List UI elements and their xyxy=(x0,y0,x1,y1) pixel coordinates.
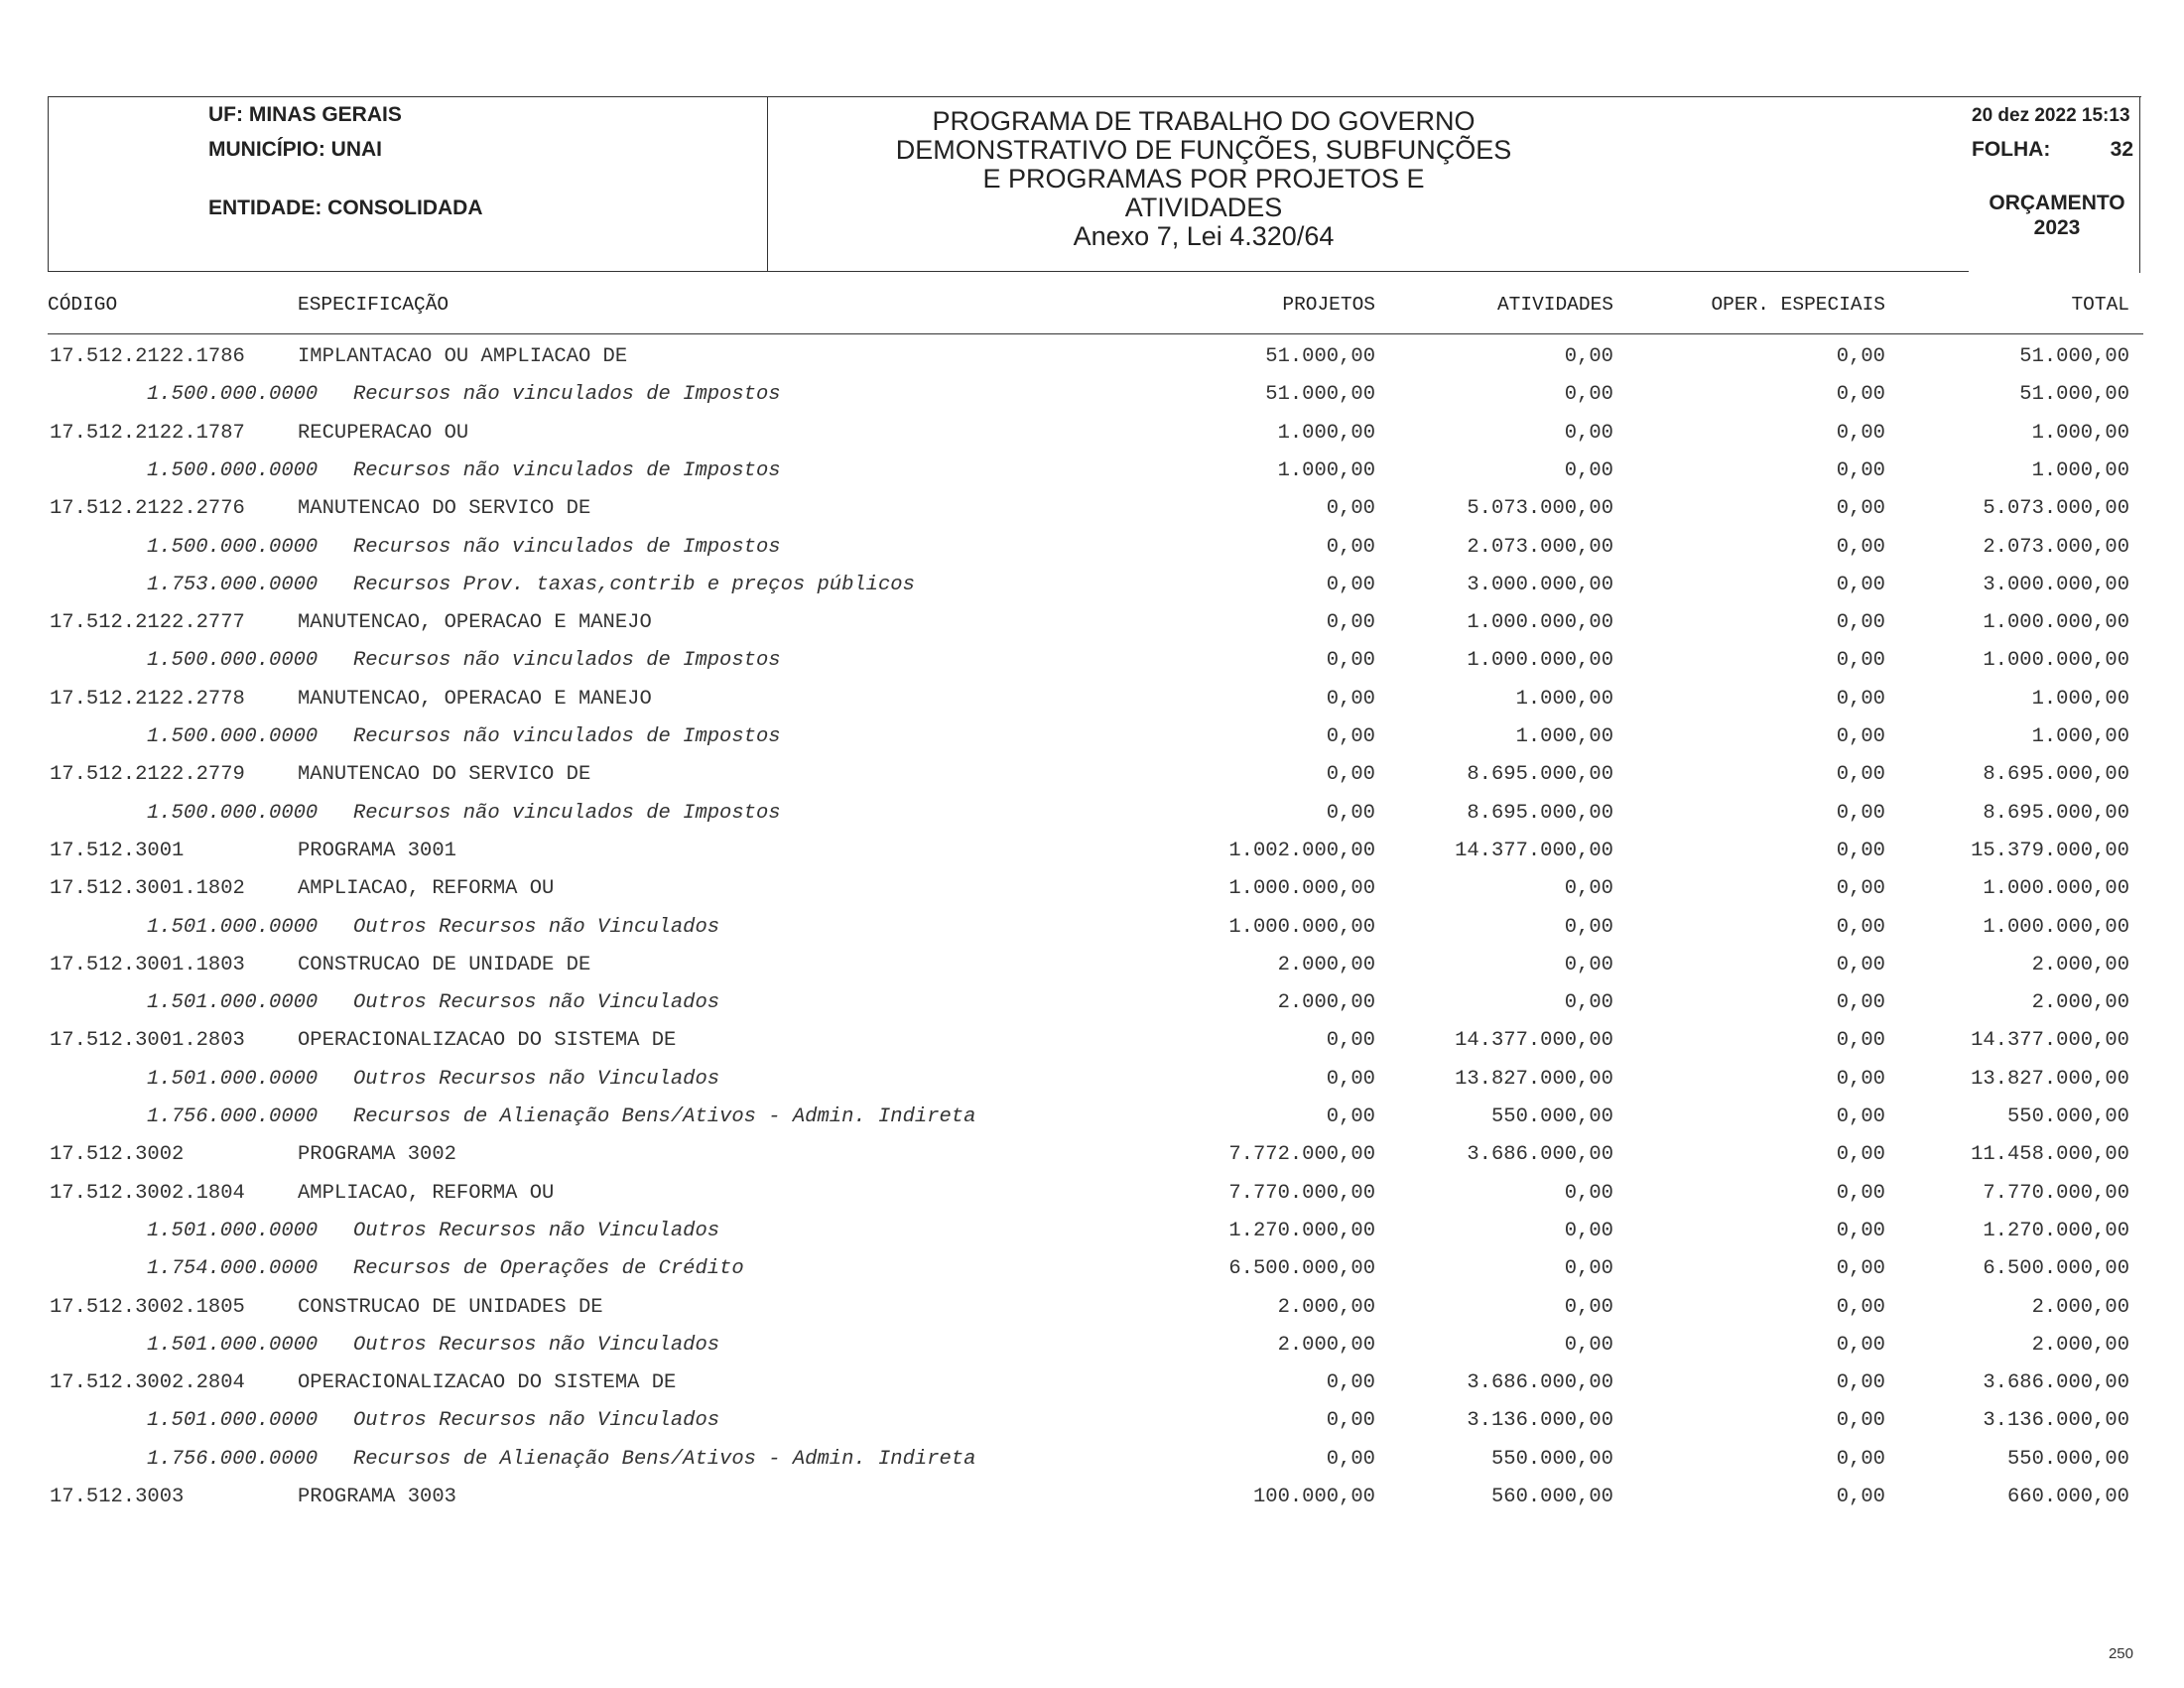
col-header-especificacao: ESPECIFICAÇÃO xyxy=(298,294,450,316)
cell-codigo: 17.512.2122.2776 xyxy=(50,497,245,521)
cell-atividades: 0,00 xyxy=(1564,953,1613,976)
cell-projetos: 1.000,00 xyxy=(1277,421,1375,445)
cell-especificacao: Outros Recursos não Vinculados xyxy=(353,1067,720,1091)
cell-atividades: 0,00 xyxy=(1564,877,1613,901)
cell-total: 8.695.000,00 xyxy=(1983,763,2129,787)
cell-oper-especiais: 0,00 xyxy=(1836,801,1885,825)
cell-total: 1.000,00 xyxy=(2031,687,2129,711)
cell-total: 1.270.000,00 xyxy=(1983,1219,2129,1242)
cell-oper-especiais: 0,00 xyxy=(1836,1181,1885,1205)
cell-atividades: 8.695.000,00 xyxy=(1467,801,1613,825)
cell-oper-especiais: 0,00 xyxy=(1836,1486,1885,1508)
cell-total: 8.695.000,00 xyxy=(1983,801,2129,825)
cell-atividades: 550.000,00 xyxy=(1490,1105,1613,1128)
report-datetime: 20 dez 2022 15:13 xyxy=(1972,105,2130,126)
cell-codigo: 1.756.000.0000 xyxy=(147,1105,319,1128)
title-line-5: Anexo 7, Lei 4.320/64 xyxy=(1073,221,1335,251)
cell-total: 1.000.000,00 xyxy=(1983,611,2129,635)
cell-oper-especiais: 0,00 xyxy=(1836,345,1885,368)
table-row xyxy=(0,1479,2184,1516)
table-subrow xyxy=(0,376,2184,414)
cell-projetos: 2.000,00 xyxy=(1277,1333,1375,1357)
cell-total: 1.000.000,00 xyxy=(1983,649,2129,673)
cell-codigo: 17.512.3001.1802 xyxy=(50,877,245,901)
cell-codigo: 17.512.3002.1804 xyxy=(50,1181,245,1205)
cell-total: 1.000,00 xyxy=(2031,421,2129,445)
cell-atividades: 1.000,00 xyxy=(1515,687,1613,711)
cell-atividades: 0,00 xyxy=(1564,383,1613,407)
table-subrow xyxy=(0,1327,2184,1364)
cell-oper-especiais: 0,00 xyxy=(1836,1409,1885,1433)
cell-codigo: 17.512.2122.2778 xyxy=(50,687,245,711)
cell-total: 6.500.000,00 xyxy=(1983,1257,2129,1281)
cell-projetos: 2.000,00 xyxy=(1277,953,1375,976)
cell-codigo: 1.501.000.0000 xyxy=(147,1409,319,1433)
table-subrow xyxy=(0,453,2184,490)
cell-total: 1.000.000,00 xyxy=(1983,915,2129,939)
cell-oper-especiais: 0,00 xyxy=(1836,573,1885,596)
cell-especificacao: OPERACIONALIZACAO DO SISTEMA DE xyxy=(298,1371,677,1395)
cell-especificacao: Outros Recursos não Vinculados xyxy=(353,1333,720,1357)
folha-label: FOLHA: xyxy=(1972,138,2051,161)
table-row xyxy=(0,1136,2184,1174)
cell-oper-especiais: 0,00 xyxy=(1836,497,1885,521)
table-row xyxy=(0,756,2184,794)
cell-oper-especiais: 0,00 xyxy=(1836,535,1885,559)
cell-codigo: 1.500.000.0000 xyxy=(147,801,319,825)
cell-total: 5.073.000,00 xyxy=(1983,497,2129,521)
cell-oper-especiais: 0,00 xyxy=(1836,877,1885,901)
cell-oper-especiais: 0,00 xyxy=(1836,1333,1885,1357)
cell-projetos: 0,00 xyxy=(1326,611,1375,635)
cell-oper-especiais: 0,00 xyxy=(1836,649,1885,673)
cell-total: 2.000,00 xyxy=(2031,1333,2129,1357)
cell-projetos: 0,00 xyxy=(1326,573,1375,596)
cell-projetos: 0,00 xyxy=(1326,1067,1375,1091)
cell-total: 7.770.000,00 xyxy=(1983,1181,2129,1205)
cell-especificacao: Recursos de Operações de Crédito xyxy=(353,1257,744,1281)
col-header-atividades: ATIVIDADES xyxy=(1496,294,1613,316)
municipio-label: MUNICÍPIO: UNAI xyxy=(208,138,382,161)
cell-projetos: 0,00 xyxy=(1326,497,1375,521)
header-bottom-rule xyxy=(48,271,1969,272)
table-subrow xyxy=(0,1402,2184,1440)
cell-total: 11.458.000,00 xyxy=(1971,1143,2129,1167)
cell-oper-especiais: 0,00 xyxy=(1836,687,1885,711)
cell-codigo: 1.754.000.0000 xyxy=(147,1257,319,1281)
cell-codigo: 1.500.000.0000 xyxy=(147,725,319,748)
cell-total: 2.073.000,00 xyxy=(1983,535,2129,559)
title-line-2: DEMONSTRATIVO DE FUNÇÕES, SUBFUNÇÕES xyxy=(895,135,1512,165)
cell-especificacao: MANUTENCAO, OPERACAO E MANEJO xyxy=(298,611,652,635)
cell-codigo: 17.512.3001 xyxy=(50,839,185,862)
cell-codigo: 17.512.3002.1805 xyxy=(50,1295,245,1319)
cell-codigo: 1.500.000.0000 xyxy=(147,535,319,559)
cell-oper-especiais: 0,00 xyxy=(1836,1447,1885,1471)
cell-projetos: 1.002.000,00 xyxy=(1228,839,1375,862)
uf-label: UF: MINAS GERAIS xyxy=(208,103,402,126)
cell-especificacao: MANUTENCAO DO SERVICO DE xyxy=(298,497,591,521)
col-header-oper-especiais: OPER. ESPECIAIS xyxy=(1711,294,1885,316)
table-row xyxy=(0,1022,2184,1060)
table-subrow xyxy=(0,1061,2184,1099)
table-subrow xyxy=(0,718,2184,756)
cell-projetos: 0,00 xyxy=(1326,1409,1375,1433)
report-title xyxy=(767,107,1640,251)
cell-atividades: 0,00 xyxy=(1564,1295,1613,1319)
cell-codigo: 1.501.000.0000 xyxy=(147,915,319,939)
cell-projetos: 6.500.000,00 xyxy=(1228,1257,1375,1281)
cell-especificacao: Recursos não vinculados de Impostos xyxy=(353,725,781,748)
cell-projetos: 0,00 xyxy=(1326,763,1375,787)
cell-oper-especiais: 0,00 xyxy=(1836,458,1885,482)
column-header-rule xyxy=(48,333,2143,334)
cell-especificacao: IMPLANTACAO OU AMPLIACAO DE xyxy=(298,345,628,368)
cell-total: 51.000,00 xyxy=(2019,345,2129,368)
cell-especificacao: PROGRAMA 3003 xyxy=(298,1486,456,1508)
table-subrow xyxy=(0,642,2184,680)
cell-projetos: 7.772.000,00 xyxy=(1228,1143,1375,1167)
cell-especificacao: PROGRAMA 3001 xyxy=(298,839,456,862)
cell-projetos: 0,00 xyxy=(1326,1029,1375,1053)
cell-codigo: 1.501.000.0000 xyxy=(147,1333,319,1357)
cell-codigo: 1.753.000.0000 xyxy=(147,573,319,596)
cell-total: 13.827.000,00 xyxy=(1971,1067,2129,1091)
cell-projetos: 0,00 xyxy=(1326,801,1375,825)
table-subrow xyxy=(0,529,2184,567)
cell-especificacao: PROGRAMA 3002 xyxy=(298,1143,456,1167)
cell-codigo: 17.512.3002 xyxy=(50,1143,185,1167)
cell-projetos: 0,00 xyxy=(1326,535,1375,559)
cell-oper-especiais: 0,00 xyxy=(1836,1105,1885,1128)
cell-oper-especiais: 0,00 xyxy=(1836,611,1885,635)
cell-oper-especiais: 0,00 xyxy=(1836,839,1885,862)
cell-atividades: 560.000,00 xyxy=(1490,1486,1613,1508)
cell-especificacao: Recursos não vinculados de Impostos xyxy=(353,801,781,825)
cell-codigo: 17.512.2122.1787 xyxy=(50,421,245,445)
cell-codigo: 17.512.3003 xyxy=(50,1486,185,1508)
cell-codigo: 1.756.000.0000 xyxy=(147,1447,319,1471)
title-line-4: ATIVIDADES xyxy=(1124,193,1283,222)
cell-atividades: 13.827.000,00 xyxy=(1455,1067,1613,1091)
table-row xyxy=(0,415,2184,453)
cell-atividades: 8.695.000,00 xyxy=(1467,763,1613,787)
cell-codigo: 1.500.000.0000 xyxy=(147,383,319,407)
cell-codigo: 1.500.000.0000 xyxy=(147,649,319,673)
cell-especificacao: Recursos não vinculados de Impostos xyxy=(353,458,781,482)
cell-especificacao: CONSTRUCAO DE UNIDADE DE xyxy=(298,953,591,976)
cell-oper-especiais: 0,00 xyxy=(1836,915,1885,939)
header-right-rule xyxy=(2139,96,2140,273)
cell-especificacao: Recursos não vinculados de Impostos xyxy=(353,535,781,559)
cell-atividades: 0,00 xyxy=(1564,915,1613,939)
cell-especificacao: Outros Recursos não Vinculados xyxy=(353,1219,720,1242)
cell-codigo: 1.501.000.0000 xyxy=(147,1219,319,1242)
cell-codigo: 17.512.2122.2779 xyxy=(50,763,245,787)
cell-projetos: 0,00 xyxy=(1326,1371,1375,1395)
cell-oper-especiais: 0,00 xyxy=(1836,383,1885,407)
cell-total: 660.000,00 xyxy=(2006,1486,2129,1508)
cell-projetos: 2.000,00 xyxy=(1277,991,1375,1015)
table-row xyxy=(0,947,2184,984)
cell-total: 3.136.000,00 xyxy=(1983,1409,2129,1433)
cell-total: 1.000.000,00 xyxy=(1983,877,2129,901)
cell-atividades: 0,00 xyxy=(1564,1257,1613,1281)
folha-value: 32 xyxy=(2110,138,2133,161)
cell-especificacao: Recursos de Alienação Bens/Ativos - Admin. Indireta xyxy=(353,1105,976,1128)
cell-atividades: 0,00 xyxy=(1564,421,1613,445)
cell-atividades: 5.073.000,00 xyxy=(1467,497,1613,521)
cell-especificacao: Recursos não vinculados de Impostos xyxy=(353,649,781,673)
cell-oper-especiais: 0,00 xyxy=(1836,953,1885,976)
orcamento-year: 2023 xyxy=(2033,216,2081,239)
cell-atividades: 0,00 xyxy=(1564,345,1613,368)
table-subrow xyxy=(0,909,2184,947)
table-subrow xyxy=(0,1441,2184,1479)
cell-oper-especiais: 0,00 xyxy=(1836,991,1885,1015)
cell-atividades: 550.000,00 xyxy=(1490,1447,1613,1471)
page-number: 250 xyxy=(2108,1645,2133,1662)
cell-projetos: 0,00 xyxy=(1326,687,1375,711)
cell-atividades: 0,00 xyxy=(1564,1181,1613,1205)
cell-projetos: 1.000,00 xyxy=(1277,458,1375,482)
table-row xyxy=(0,1289,2184,1327)
cell-oper-especiais: 0,00 xyxy=(1836,421,1885,445)
cell-oper-especiais: 0,00 xyxy=(1836,1257,1885,1281)
cell-projetos: 1.000.000,00 xyxy=(1228,877,1375,901)
cell-projetos: 0,00 xyxy=(1326,1105,1375,1128)
cell-atividades: 0,00 xyxy=(1564,991,1613,1015)
cell-oper-especiais: 0,00 xyxy=(1836,1371,1885,1395)
cell-especificacao: Outros Recursos não Vinculados xyxy=(353,1409,720,1433)
cell-oper-especiais: 0,00 xyxy=(1836,763,1885,787)
cell-atividades: 14.377.000,00 xyxy=(1455,1029,1613,1053)
cell-atividades: 0,00 xyxy=(1564,1333,1613,1357)
cell-atividades: 3.136.000,00 xyxy=(1467,1409,1613,1433)
cell-codigo: 17.512.3001.2803 xyxy=(50,1029,245,1053)
cell-codigo: 17.512.2122.1786 xyxy=(50,345,245,368)
cell-oper-especiais: 0,00 xyxy=(1836,1143,1885,1167)
cell-especificacao: CONSTRUCAO DE UNIDADES DE xyxy=(298,1295,603,1319)
table-row xyxy=(0,1175,2184,1213)
table-subrow xyxy=(0,1250,2184,1288)
cell-projetos: 1.000.000,00 xyxy=(1228,915,1375,939)
table-row xyxy=(0,338,2184,376)
cell-codigo: 17.512.3001.1803 xyxy=(50,953,245,976)
cell-especificacao: MANUTENCAO, OPERACAO E MANEJO xyxy=(298,687,652,711)
orcamento-label: ORÇAMENTO xyxy=(1989,192,2125,214)
cell-oper-especiais: 0,00 xyxy=(1836,1067,1885,1091)
cell-total: 2.000,00 xyxy=(2031,953,2129,976)
entidade-label: ENTIDADE: CONSOLIDADA xyxy=(208,196,483,219)
cell-oper-especiais: 0,00 xyxy=(1836,1029,1885,1053)
table-row xyxy=(0,870,2184,908)
col-header-projetos: PROJETOS xyxy=(1282,294,1375,316)
table-row xyxy=(0,1364,2184,1402)
cell-codigo: 1.500.000.0000 xyxy=(147,458,319,482)
cell-codigo: 17.512.3002.2804 xyxy=(50,1371,245,1395)
cell-total: 3.000.000,00 xyxy=(1983,573,2129,596)
cell-atividades: 1.000.000,00 xyxy=(1467,649,1613,673)
cell-especificacao: Recursos não vinculados de Impostos xyxy=(353,383,781,407)
cell-especificacao: OPERACIONALIZACAO DO SISTEMA DE xyxy=(298,1029,677,1053)
cell-total: 14.377.000,00 xyxy=(1971,1029,2129,1053)
cell-especificacao: AMPLIACAO, REFORMA OU xyxy=(298,877,555,901)
cell-atividades: 1.000.000,00 xyxy=(1467,611,1613,635)
cell-projetos: 2.000,00 xyxy=(1277,1295,1375,1319)
cell-especificacao: Outros Recursos não Vinculados xyxy=(353,991,720,1015)
cell-especificacao: AMPLIACAO, REFORMA OU xyxy=(298,1181,555,1205)
title-line-3: E PROGRAMAS POR PROJETOS E xyxy=(982,164,1425,194)
table-row xyxy=(0,833,2184,870)
cell-atividades: 3.000.000,00 xyxy=(1467,573,1613,596)
table-row xyxy=(0,681,2184,718)
table-row xyxy=(0,604,2184,642)
cell-atividades: 2.073.000,00 xyxy=(1467,535,1613,559)
cell-especificacao: Recursos Prov. taxas,contrib e preços públicos xyxy=(353,573,915,596)
cell-projetos: 0,00 xyxy=(1326,649,1375,673)
table-subrow xyxy=(0,795,2184,833)
cell-oper-especiais: 0,00 xyxy=(1836,1219,1885,1242)
cell-especificacao: Outros Recursos não Vinculados xyxy=(353,915,720,939)
cell-projetos: 51.000,00 xyxy=(1265,345,1375,368)
cell-oper-especiais: 0,00 xyxy=(1836,725,1885,748)
table-subrow xyxy=(0,1213,2184,1250)
cell-atividades: 0,00 xyxy=(1564,458,1613,482)
cell-projetos: 0,00 xyxy=(1326,725,1375,748)
table-subrow xyxy=(0,567,2184,604)
cell-total: 1.000,00 xyxy=(2031,725,2129,748)
cell-codigo: 1.501.000.0000 xyxy=(147,991,319,1015)
cell-atividades: 14.377.000,00 xyxy=(1455,839,1613,862)
table-subrow xyxy=(0,1099,2184,1136)
cell-projetos: 100.000,00 xyxy=(1252,1486,1375,1508)
cell-atividades: 0,00 xyxy=(1564,1219,1613,1242)
cell-total: 51.000,00 xyxy=(2019,383,2129,407)
cell-atividades: 3.686.000,00 xyxy=(1467,1371,1613,1395)
cell-codigo: 17.512.2122.2777 xyxy=(50,611,245,635)
cell-total: 550.000,00 xyxy=(2006,1105,2129,1128)
cell-total: 15.379.000,00 xyxy=(1971,839,2129,862)
cell-projetos: 7.770.000,00 xyxy=(1228,1181,1375,1205)
table-row xyxy=(0,490,2184,528)
cell-atividades: 3.686.000,00 xyxy=(1467,1143,1613,1167)
cell-atividades: 1.000,00 xyxy=(1515,725,1613,748)
cell-especificacao: Recursos de Alienação Bens/Ativos - Admin. Indireta xyxy=(353,1447,976,1471)
cell-especificacao: MANUTENCAO DO SERVICO DE xyxy=(298,763,591,787)
cell-oper-especiais: 0,00 xyxy=(1836,1295,1885,1319)
cell-projetos: 51.000,00 xyxy=(1265,383,1375,407)
cell-total: 3.686.000,00 xyxy=(1983,1371,2129,1395)
cell-total: 2.000,00 xyxy=(2031,991,2129,1015)
cell-projetos: 0,00 xyxy=(1326,1447,1375,1471)
title-line-1: PROGRAMA DE TRABALHO DO GOVERNO xyxy=(932,106,1476,136)
cell-total: 1.000,00 xyxy=(2031,458,2129,482)
table-subrow xyxy=(0,984,2184,1022)
cell-total: 2.000,00 xyxy=(2031,1295,2129,1319)
col-header-total: TOTAL xyxy=(2071,294,2129,316)
cell-codigo: 1.501.000.0000 xyxy=(147,1067,319,1091)
cell-total: 550.000,00 xyxy=(2006,1447,2129,1471)
cell-projetos: 1.270.000,00 xyxy=(1228,1219,1375,1242)
cell-especificacao: RECUPERACAO OU xyxy=(298,421,469,445)
col-header-codigo: CÓDIGO xyxy=(48,294,118,316)
